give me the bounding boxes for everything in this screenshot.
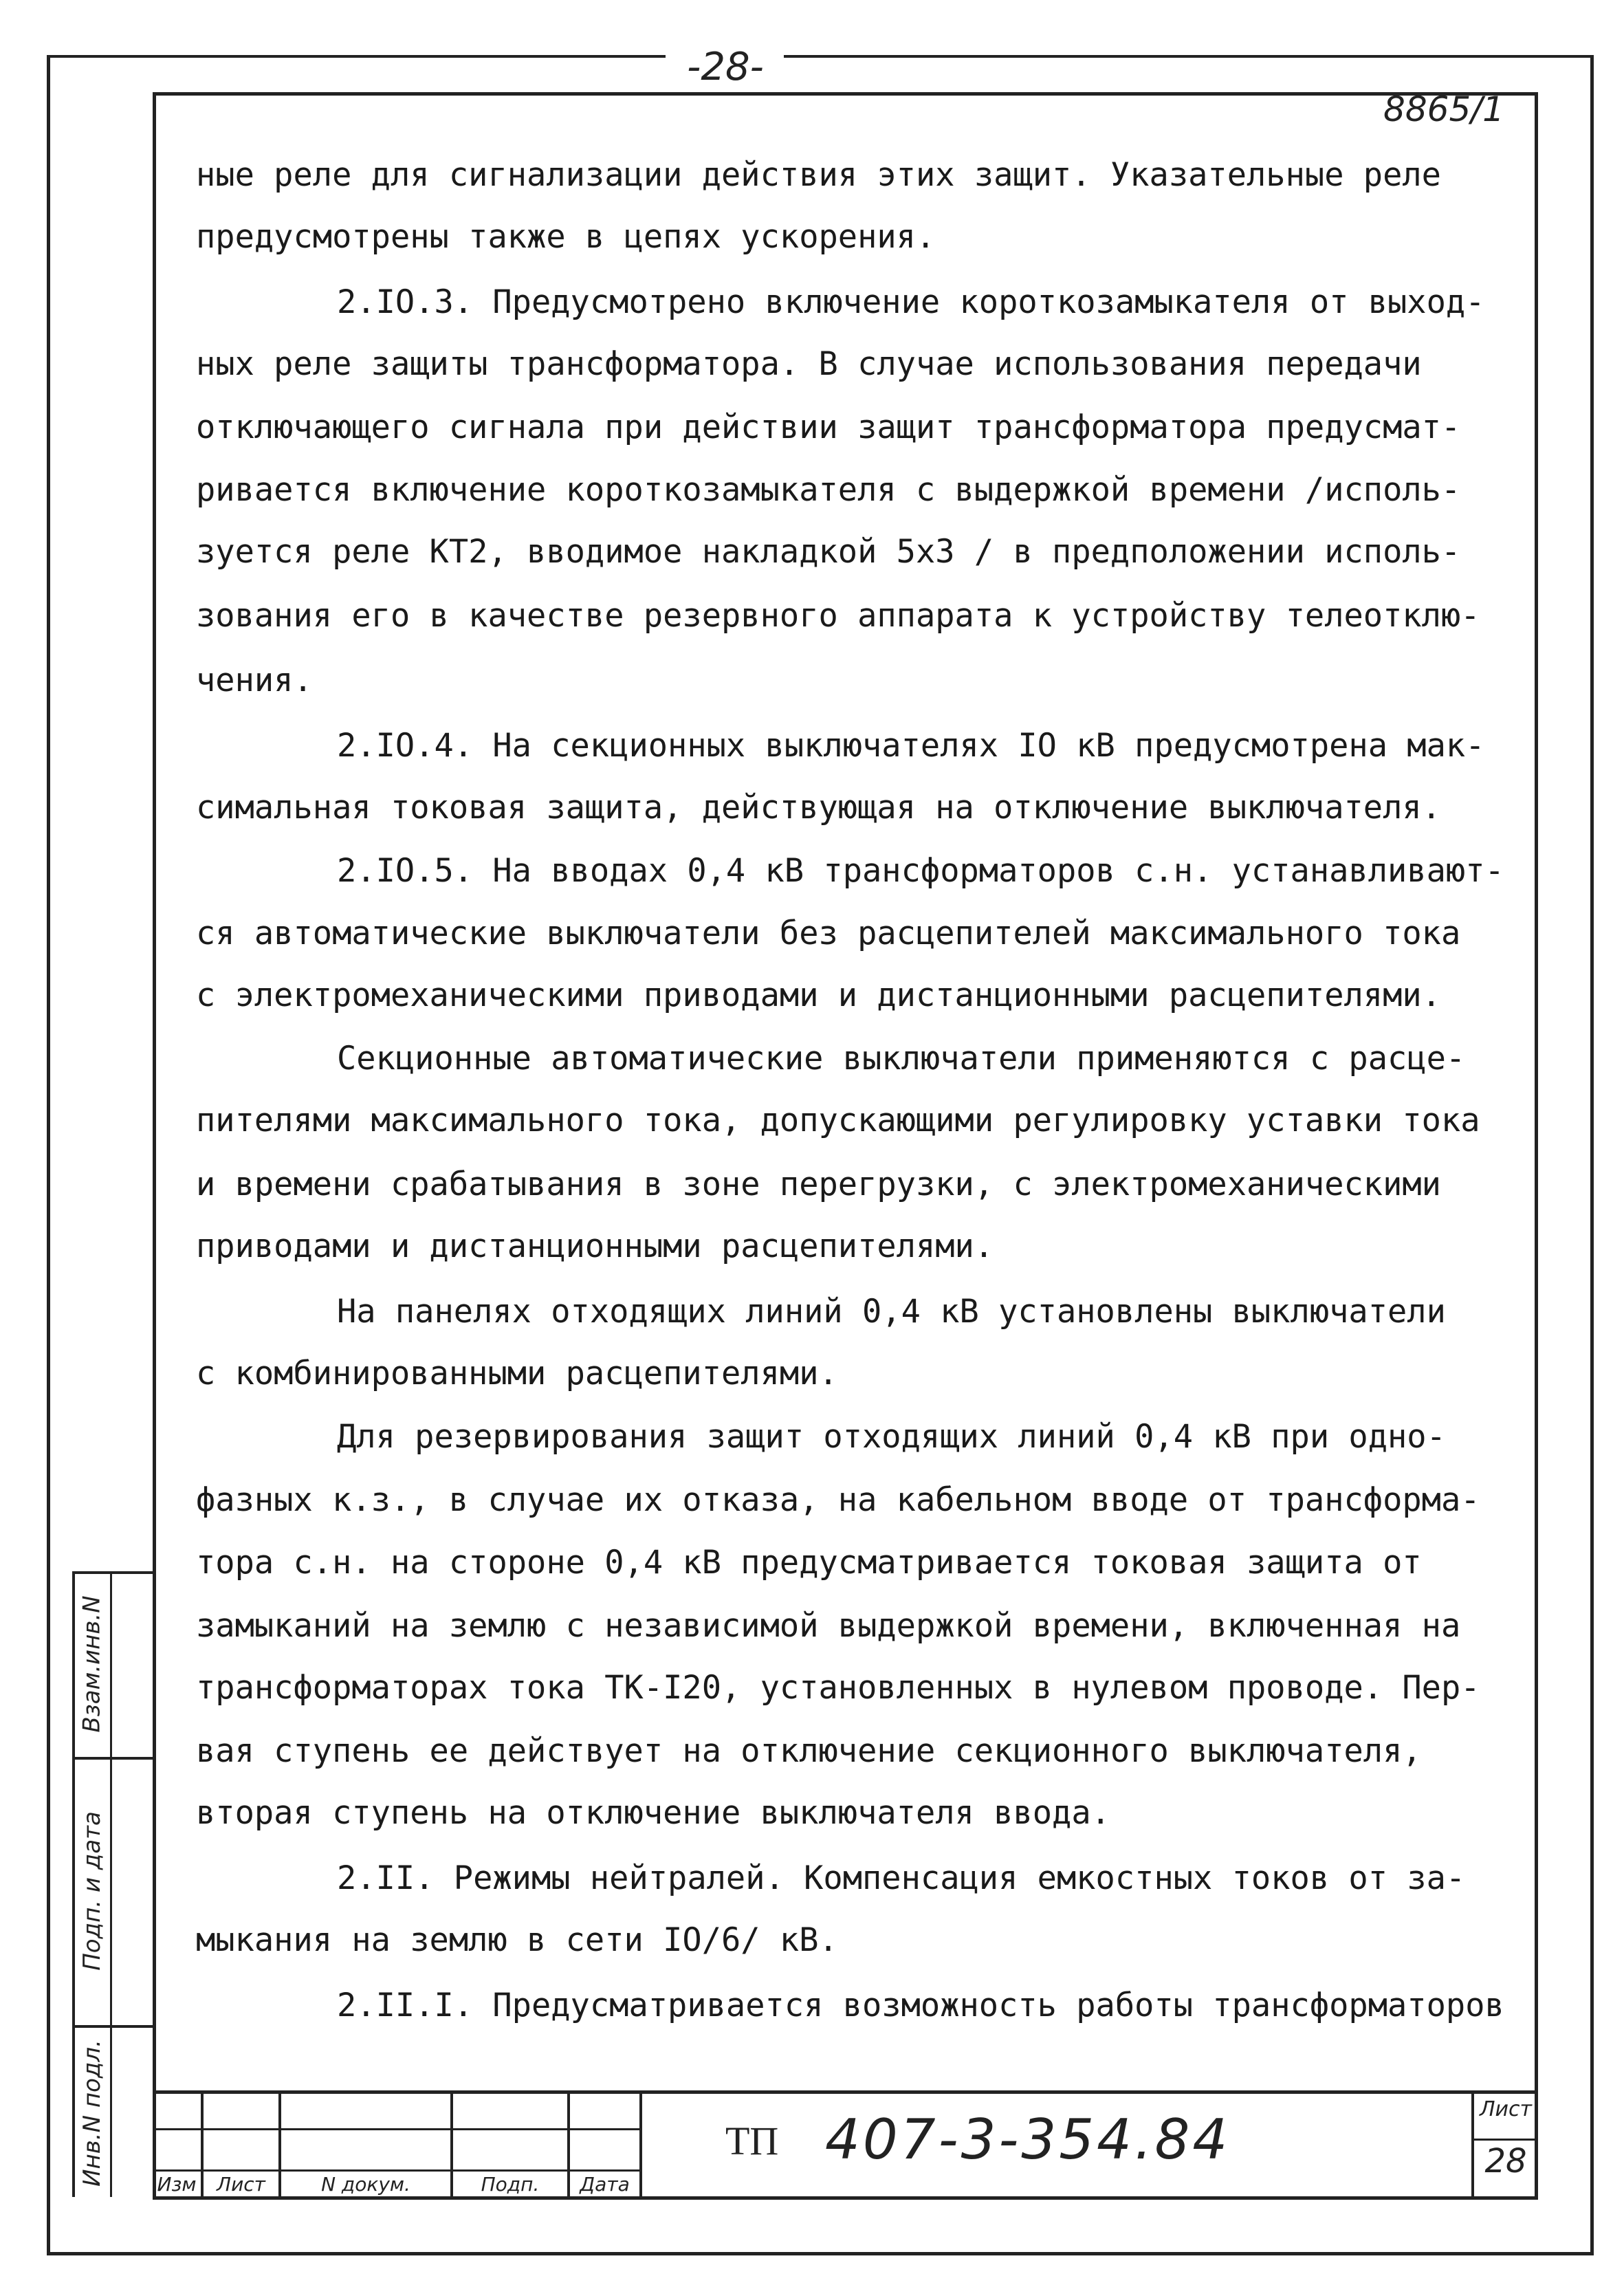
body-line: приводами и дистанционными расцепителями. — [196, 1227, 994, 1265]
body-line: зуется реле КТ2, вводимое накладкой 5х3 / в предположении исполь- — [196, 533, 1461, 571]
top-rule-right — [784, 55, 1590, 58]
col-header-revision: Изм — [157, 2173, 197, 2196]
document-code: 407-3-354.84 — [825, 2108, 1231, 2172]
body-line: ные реле для сигнализации действия этих защит. Указательные реле — [196, 156, 1441, 194]
body-line: фазных к.з., в случае их отказа, на кабельном вводе от трансформа- — [196, 1481, 1480, 1519]
title-block-divider — [1471, 2090, 1474, 2200]
body-line: 2.IO.4. На секционных выключателях IO кВ предусмотрена мак- — [337, 727, 1485, 765]
body-line: предусмотрены также в цепях ускорения. — [196, 218, 936, 256]
title-block-divider — [639, 2090, 642, 2200]
title-block-row-line — [153, 2128, 641, 2130]
body-line: ся автоматические выключатели без расцепителей максимального тока — [196, 915, 1461, 952]
col-header-signature: Подп. — [481, 2173, 540, 2196]
margin-divider — [72, 2025, 153, 2028]
col-header-document-number: N докум. — [321, 2173, 410, 2196]
body-line: пителями максимального тока, допускающими регулировку уставки тока — [196, 1102, 1480, 1139]
body-line: ривается включение короткозамыкателя с выдержкой времени /исполь- — [196, 471, 1461, 509]
body-line: симальная токовая защита, действующая на отключение выключателя. — [196, 789, 1441, 827]
body-line: 2.IO.3. Предусмотрено включение короткозамыкателя от выход- — [337, 283, 1485, 321]
sheet-value: 28 — [1484, 2142, 1527, 2180]
archive-number: 8865/1 — [1383, 89, 1504, 129]
col-header-sheet: Лист — [217, 2173, 265, 2196]
body-line: 2.IO.5. На вводах 0,4 кВ трансформаторов с.н. устанавливают- — [337, 852, 1504, 890]
body-line: 2.II. Режимы нейтралей. Компенсация емкостных токов от за- — [337, 1859, 1466, 1897]
body-line: отключающего сигнала при действии защит трансформатора предусмат- — [196, 408, 1461, 446]
body-line: вая ступень ее действует на отключение секционного выключателя, — [196, 1732, 1422, 1770]
page-number: -28- — [687, 45, 764, 89]
sheet-label: Лист — [1479, 2097, 1533, 2121]
col-header-date: Дата — [580, 2173, 630, 2196]
body-line: и времени срабатывания в зоне перегрузки, с электромеханическими — [196, 1166, 1441, 1203]
body-line: замыканий на землю с независимой выдержкой времени, включенная на — [196, 1607, 1461, 1645]
title-block-row-line — [1471, 2139, 1538, 2141]
body-line: ных реле защиты трансформатора. В случае использования передачи — [196, 345, 1422, 383]
top-rule-left — [47, 55, 666, 58]
body-line: с комбинированными расцепителями. — [196, 1355, 838, 1392]
body-line: с электромеханическими приводами и дистанционными расцепителями. — [196, 976, 1441, 1014]
body-line: На панелях отходящих линий 0,4 кВ установлены выключатели — [337, 1293, 1446, 1331]
margin-label-replacement-inventory: Взам.инв.N — [78, 1595, 106, 1733]
document-code-prefix: ТП — [725, 2119, 779, 2163]
margin-divider — [72, 1757, 153, 1760]
margin-label-original-inventory: Инв.N подл. — [78, 2039, 107, 2187]
body-line: трансформаторах тока ТК-I20, установленных в нулевом проводе. Пер- — [196, 1669, 1480, 1707]
body-line: Для резервирования защит отходящих линий 0,4 кВ при одно- — [337, 1418, 1446, 1456]
margin-column-line — [110, 1571, 112, 2197]
body-line: Секционные автоматические выключатели применяются с расце- — [337, 1040, 1466, 1078]
body-line: 2.II.I. Предусматривается возможность работы трансформаторов — [337, 1987, 1504, 2024]
body-line: тора с.н. на стороне 0,4 кВ предусматривается токовая защита от — [196, 1544, 1422, 1582]
body-line: чения. — [196, 662, 313, 699]
body-line: мыкания на землю в сети IO/6/ кВ. — [196, 1921, 838, 1959]
body-line: вторая ступень на отключение выключателя ввода. — [196, 1794, 1110, 1832]
body-line: зования его в качестве резервного аппарата к устройству телеотклю- — [196, 597, 1480, 635]
margin-label-signature-date: Подп. и дата — [78, 1811, 107, 1971]
